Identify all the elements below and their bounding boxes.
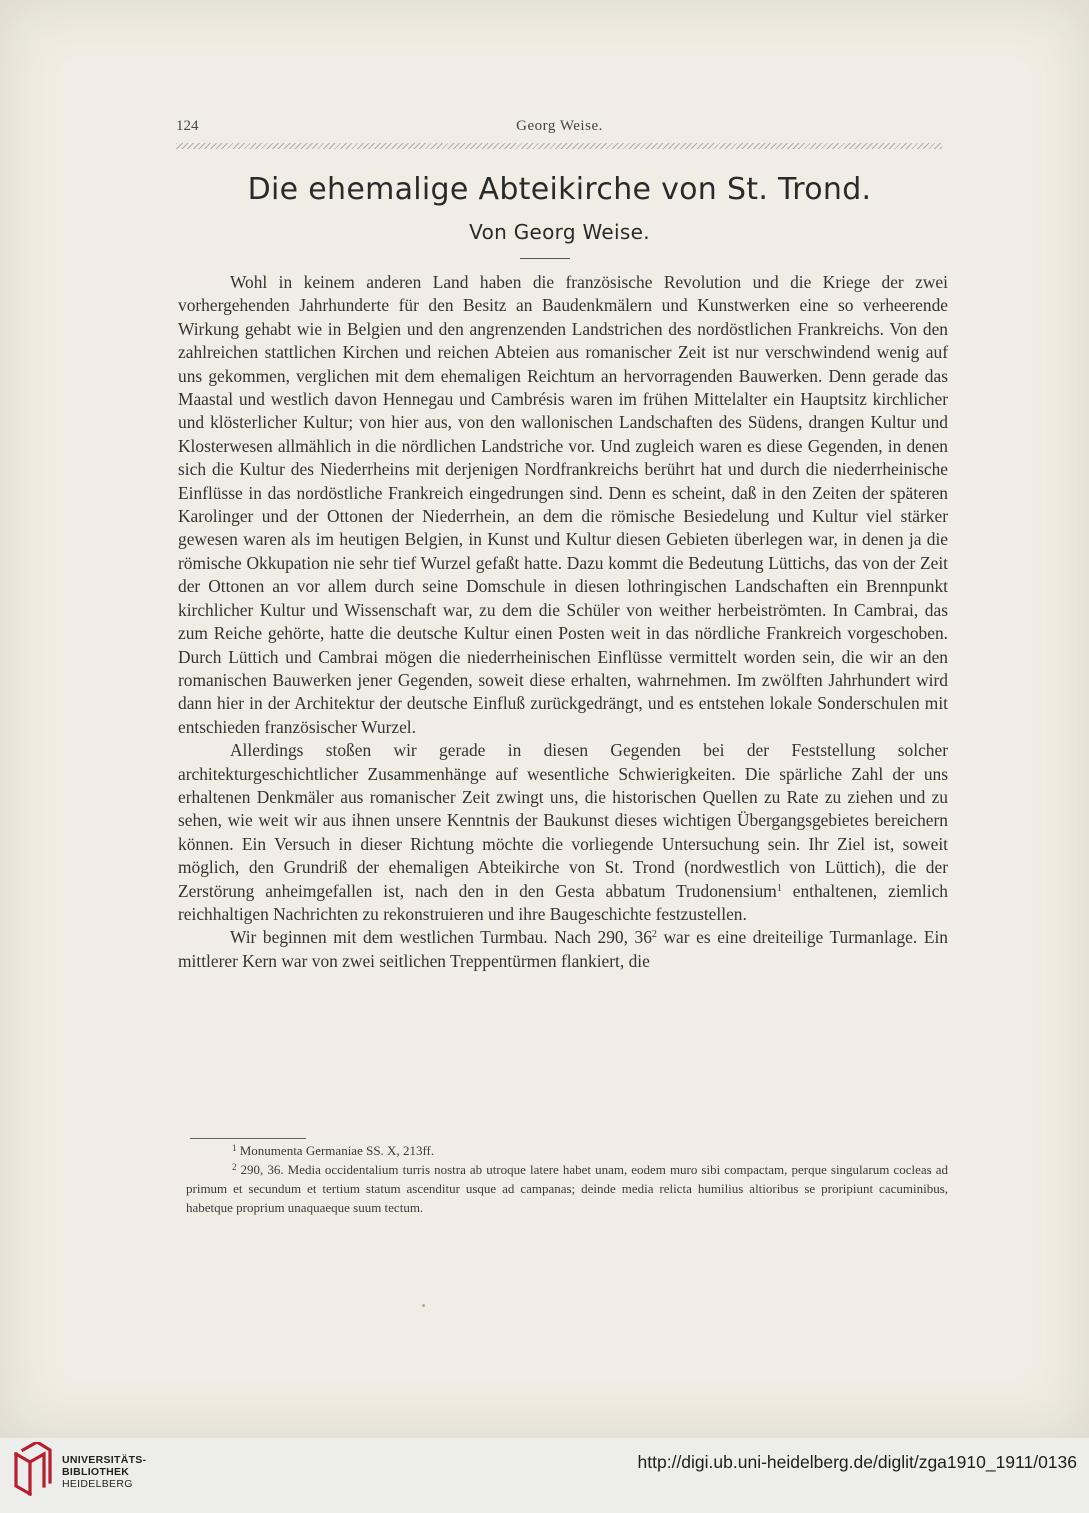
running-header — [176, 118, 943, 140]
footnote-1-text: Monumenta Germaniae SS. X, 213ff. — [239, 1143, 435, 1158]
footnote-1 — [186, 1141, 948, 1160]
paragraph-3-text-b: war es eine dreiteilige Turmanlage. Ein mittlerer Kern war von zwei seitlichen Treppentürmen flankiert, die — [178, 927, 948, 971]
paragraph-2-text-a: Allerdings stoßen wir gerade in diesen Gegenden bei der Feststellung solcher architekturgeschichtlicher Zusammenhänge auf wesentliche Schwierigkeiten. Die spärliche Zahl der uns erhaltenen Denkmäler aus romanischer Zeit zwingt uns, die historischen Quellen zu Rate zu ziehen und zu sehen, wie weit wir aus ihnen unsere Kenntnis der Baukunst dieses wichtigen Übergangsgebietes bereichern können. Ein Versuch in dieser Richtung möchte die vorliegende Untersuchung sein. Ihr Ziel ist, soweit möglich, den Grundriß der ehemaligen Abteikirche von St. Trond (nordwestlich von Lüttich), die der Zerstörung anheimgefallen ist, nach den in den Gesta abbatum Trudonensium — [178, 740, 948, 901]
library-name — [62, 1454, 146, 1490]
paper-speck — [422, 1304, 425, 1307]
paragraph-2-text-b: enthaltenen, ziemlich reichhaltigen Nachrichten zu rekonstruieren und ihre Baugeschichte festzustellen. — [178, 880, 948, 924]
paragraph-1: Wohl in keinem anderen Land haben die französische Revolution und die Kriege der zwei vorhergehenden Jahrhunderte für den Besitz an Baudenkmälern und Kunstwerken eine so verheerende Wirkung gehabt wie in Belgien und den angrenzenden Landstrichen des nordöstlichen Frankreichs. Von den zahlreichen stattlichen Kirchen und reichen Abteien aus romanischer Zeit ist nur verschwindend wenig auf uns gekommen, verglichen mit dem ehemaligen Reichtum an hervorragenden Bauwerken. Denn gerade das Maastal und westlich davon Hennegau und Cambrésis waren im frühen Mittelalter ein Hauptsitz kirchlicher und klösterlicher Kultur; von hier aus, von den wallonischen Landschaften des Südens, drangen Kultur und Klosterwesen allmählich in die nördlichen Landstriche vor. Und zugleich waren es diese Gegenden, in denen sich die Kultur des Niederrheins mit derjenigen Nordfrankreichs berührt hat und durch die niederrheinische Einflüsse in das nordöstliche Frankreich eingedrungen sind. Denn es scheint, daß in den Zeiten der späteren Karolinger und der Ottonen der Niederrhein, an dem die römische Besiedelung und Kultur viel stärker gewesen waren als im heutigen Belgien, in Kunst und Kultur diesen Gebieten überlegen war, in denen ja die römische Okkupation nie sehr tief Wurzel gefaßt hatte. Dazu kommt die Bedeutung Lüttichs, das von der Zeit der Ottonen an vor allem durch seine Domschule in diesen lothringischen Landschaften ein Brennpunkt kirchlicher Kultur und Wissenschaft war, zu dem die Schüler von weither herbeiströmten. In Cambrai, das zum Reiche gehörte, hatte die deutsche Kultur einen Posten weit in das nördliche Frankreich vorgeschoben. Durch Lüttich und Cambrai mögen die niederrheinischen Einflüsse vermittelt worden sein, die wir an den romanischen Bauwerken jener Gegenden, soweit diese erhalten, wahrnehmen. Im zwölften Jahrhundert wird dann hier in der Architektur der deutsche Einfluß zurückgedrängt, und es entstehen lokale Sonderschulen mit entschieden französischer Wurzel. — [178, 272, 948, 737]
library-name-line-2: BIBLIOTHEK — [62, 1466, 130, 1478]
library-logo-icon — [10, 1442, 56, 1498]
source-url[interactable]: http://digi.ub.uni-heidelberg.de/diglit/zga1910_1911/0136 — [637, 1452, 1077, 1472]
title-divider — [520, 258, 570, 259]
article-body — [178, 271, 948, 973]
running-title: Georg Weise. — [516, 118, 603, 134]
paragraph-3 — [178, 926, 948, 973]
footnote-2-marker: 2 — [232, 1162, 237, 1172]
viewer-footer — [0, 1438, 1089, 1513]
paragraph-2 — [178, 739, 948, 926]
paragraph-3-text-a: Wir beginnen mit dem westlichen Turmbau. Nach 290, 36 — [230, 927, 652, 948]
library-name-line-3: HEIDELBERG — [62, 1478, 133, 1490]
article-title: Die ehemalige Abteikirche von St. Trond. — [247, 172, 872, 207]
footnote-2 — [186, 1160, 948, 1217]
footnote-2-text: 290, 36. Media occidentalium turris nostra ab utroque latere habet unam, eodem muro sibi compactam, perque singularum cocleas ad primum et secundum et tertium statum ascenditur usque ad campanas; deinde media relicta humilius altioribus se proripiunt cacuminibus, habetque proprium unaquaeque suum tectum. — [186, 1162, 948, 1215]
page-number: 124 — [176, 118, 199, 134]
library-name-line-1: UNIVERSITÄTS- — [62, 1454, 147, 1466]
footnote-1-marker: 1 — [232, 1143, 237, 1153]
article-byline: Von Georg Weise. — [469, 220, 650, 244]
header-wavy-rule — [176, 143, 942, 149]
footnote-ref-1: 1 — [776, 882, 782, 894]
footnotes — [186, 1141, 948, 1217]
footnote-rule — [190, 1138, 306, 1139]
footnote-ref-2: 2 — [651, 929, 657, 941]
